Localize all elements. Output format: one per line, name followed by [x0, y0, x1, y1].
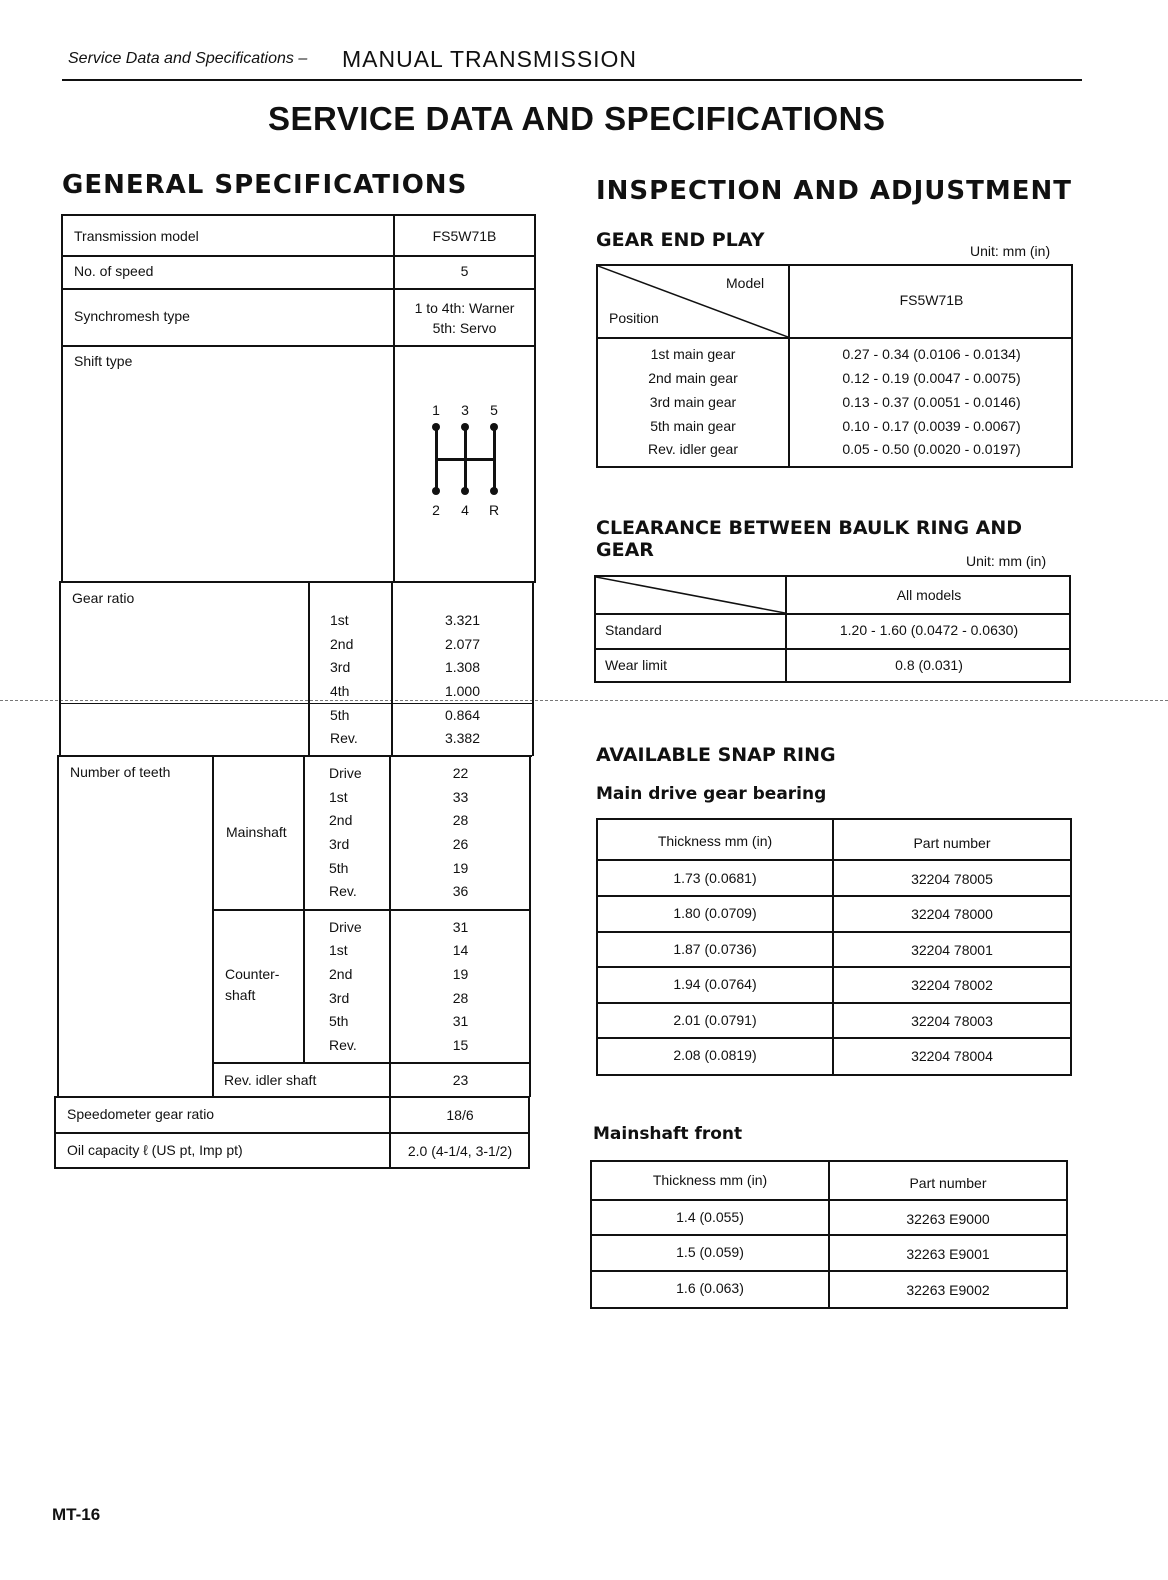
main-drive-col-thickness: Thickness mm (in) — [657, 833, 773, 849]
transmission-model-label: Transmission model — [74, 228, 199, 244]
no-of-speed-value: 5 — [460, 263, 469, 279]
gear-end-play-value: 0.05 - 0.50 (0.0020 - 0.0197) — [842, 441, 1021, 457]
main-drive-thickness: 1.87 (0.0736) — [673, 941, 757, 957]
baulk-row-value: 0.8 (0.031) — [895, 657, 963, 673]
main-drive-part: 32204 78004 — [911, 1048, 993, 1064]
mainshaft-gear: 2nd — [329, 812, 353, 828]
mainshaft-front-col-part: Part number — [909, 1175, 987, 1191]
gear-ratio-gear: 1st — [330, 612, 349, 628]
snap-ring-heading: AVAILABLE SNAP RING — [596, 744, 836, 766]
shift-label-3: 3 — [461, 402, 469, 418]
gear-end-play-heading: GEAR END PLAY — [596, 229, 765, 251]
mainshaft-label: Mainshaft — [226, 824, 287, 840]
baulk-row-label: Standard — [605, 622, 662, 638]
gear-ratio-gear: 3rd — [330, 659, 351, 675]
number-of-teeth-label: Number of teeth — [70, 764, 171, 780]
synchromesh-value-1: 1 to 4th: Warner — [414, 300, 515, 316]
shift-label-4: 4 — [461, 502, 469, 518]
shift-label-r: R — [488, 502, 500, 518]
countershaft-label-2: shaft — [225, 987, 256, 1003]
main-drive-thickness: 1.94 (0.0764) — [673, 976, 757, 992]
speedometer-ratio-value: 18/6 — [446, 1107, 474, 1123]
countershaft-gear: 1st — [329, 942, 348, 958]
synchromesh-label: Synchromesh type — [74, 308, 190, 324]
mainshaft-gear: Drive — [329, 765, 362, 781]
main-drive-thickness: 2.08 (0.0819) — [673, 1047, 757, 1063]
gear-end-play-value: 0.13 - 0.37 (0.0051 - 0.0146) — [842, 394, 1021, 410]
baulk-unit: Unit: mm (in) — [966, 553, 1047, 569]
gear-ratio-label: Gear ratio — [72, 590, 135, 606]
countershaft-teeth: 31 — [452, 1013, 469, 1029]
baulk-row-label: Wear limit — [605, 657, 667, 673]
gear-ratio-value: 1.000 — [444, 683, 481, 699]
gear-ratio-value: 1.308 — [444, 659, 481, 675]
main-drive-thickness: 2.01 (0.0791) — [673, 1012, 757, 1028]
baulk-row-value: 1.20 - 1.60 (0.0472 - 0.0630) — [839, 622, 1019, 638]
oil-capacity-label: Oil capacity ℓ (US pt, Imp pt) — [67, 1142, 243, 1158]
mainshaft-front-thickness: 1.5 (0.059) — [676, 1244, 744, 1260]
gear-end-play-position: Rev. idler gear — [647, 441, 738, 457]
main-drive-part: 32204 78005 — [911, 871, 993, 887]
model-value-header: FS5W71B — [899, 292, 964, 308]
countershaft-teeth: 14 — [452, 942, 469, 958]
mainshaft-gear: 3rd — [329, 836, 350, 852]
mainshaft-teeth: 36 — [452, 883, 469, 899]
mainshaft-front-thickness: 1.6 (0.063) — [676, 1280, 744, 1296]
baulk-diagonal-line — [596, 577, 785, 613]
mainshaft-teeth: 26 — [452, 836, 469, 852]
rev-idler-shaft-label: Rev. idler shaft — [224, 1072, 317, 1088]
page-title: SERVICE DATA AND SPECIFICATIONS — [268, 100, 886, 137]
header-section-label: Service Data and Specifications – — [68, 50, 308, 67]
countershaft-teeth: 28 — [452, 990, 469, 1006]
mainshaft-front-thickness: 1.4 (0.055) — [676, 1209, 744, 1225]
gear-ratio-gear: 5th — [330, 707, 350, 723]
header-rule — [62, 79, 1082, 81]
gear-ratio-gear: Rev. — [330, 730, 358, 746]
main-drive-heading: Main drive gear bearing — [596, 784, 827, 804]
mainshaft-teeth: 28 — [452, 812, 469, 828]
countershaft-teeth: 15 — [452, 1037, 469, 1053]
gear-ratio-gear: 2nd — [330, 636, 354, 652]
main-drive-part: 32204 78000 — [911, 906, 993, 922]
main-drive-thickness: 1.80 (0.0709) — [673, 905, 757, 921]
mainshaft-teeth: 22 — [452, 765, 469, 781]
gear-ratio-value: 3.382 — [444, 730, 481, 746]
mainshaft-front-part: 32263 E9000 — [906, 1211, 990, 1227]
header-chapter-label: MANUAL TRANSMISSION — [342, 46, 638, 72]
mainshaft-front-heading: Mainshaft front — [593, 1124, 743, 1144]
baulk-heading-line-2: GEAR — [596, 539, 654, 561]
countershaft-teeth: 31 — [452, 919, 469, 935]
general-specs-heading: GENERAL SPECIFICATIONS — [62, 170, 468, 200]
main-drive-thickness: 1.73 (0.0681) — [673, 870, 757, 886]
gear-end-play-unit: Unit: mm (in) — [970, 243, 1051, 259]
transmission-model-value: FS5W71B — [432, 228, 497, 244]
mainshaft-gear: 1st — [329, 789, 348, 805]
gear-end-play-position: 5th main gear — [650, 418, 736, 434]
speedometer-ratio-label: Speedometer gear ratio — [67, 1106, 215, 1122]
main-drive-col-part: Part number — [913, 835, 991, 851]
gear-ratio-value: 2.077 — [444, 636, 481, 652]
gear-ratio-value: 0.864 — [444, 707, 481, 723]
mainshaft-teeth: 19 — [452, 860, 469, 876]
countershaft-gear: 2nd — [329, 966, 353, 982]
synchromesh-value-2: 5th: Servo — [432, 320, 497, 336]
gear-end-play-position: 2nd main gear — [648, 370, 738, 386]
gear-end-play-position: 1st main gear — [650, 346, 736, 362]
oil-capacity-value: 2.0 (4-1/4, 3-1/2) — [407, 1143, 513, 1159]
rev-idler-shaft-value: 23 — [452, 1072, 469, 1088]
countershaft-gear: Drive — [329, 919, 362, 935]
gear-end-play-position: 3rd main gear — [649, 394, 737, 410]
baulk-col-header: All models — [896, 587, 962, 603]
inspection-heading: INSPECTION AND ADJUSTMENT — [596, 176, 1072, 206]
baulk-heading-line-1: CLEARANCE BETWEEN BAULK RING AND — [596, 517, 1023, 539]
countershaft-label-1: Counter- — [225, 966, 280, 982]
mainshaft-front-part: 32263 E9002 — [906, 1282, 990, 1298]
countershaft-gear: 3rd — [329, 990, 350, 1006]
countershaft-gear: 5th — [329, 1013, 349, 1029]
shift-label-2: 2 — [432, 502, 440, 518]
main-drive-part: 32204 78002 — [911, 977, 993, 993]
main-drive-part: 32204 78003 — [911, 1013, 993, 1029]
gear-end-play-value: 0.10 - 0.17 (0.0039 - 0.0067) — [842, 418, 1021, 434]
countershaft-gear: Rev. — [329, 1037, 357, 1053]
mainshaft-teeth: 33 — [452, 789, 469, 805]
model-header-label: Model — [726, 275, 765, 291]
gear-end-play-value: 0.27 - 0.34 (0.0106 - 0.0134) — [842, 346, 1021, 362]
no-of-speed-label: No. of speed — [74, 263, 154, 279]
gear-ratio-gear: 4th — [330, 683, 350, 699]
page-number: MT-16 — [52, 1505, 101, 1524]
main-drive-part: 32204 78001 — [911, 942, 993, 958]
mainshaft-front-part: 32263 E9001 — [906, 1246, 990, 1262]
gear-end-play-value: 0.12 - 0.19 (0.0047 - 0.0075) — [842, 370, 1021, 386]
countershaft-teeth: 19 — [452, 966, 469, 982]
position-header-label: Position — [609, 310, 659, 326]
mainshaft-front-col-thickness: Thickness mm (in) — [652, 1172, 768, 1188]
gear-ratio-value: 3.321 — [444, 612, 481, 628]
shift-label-5: 5 — [490, 402, 498, 418]
mainshaft-gear: 5th — [329, 860, 349, 876]
scan-artifact-line — [0, 700, 1168, 701]
mainshaft-gear: Rev. — [329, 883, 357, 899]
shift-label-1: 1 — [432, 402, 440, 418]
shift-type-label: Shift type — [74, 353, 133, 369]
